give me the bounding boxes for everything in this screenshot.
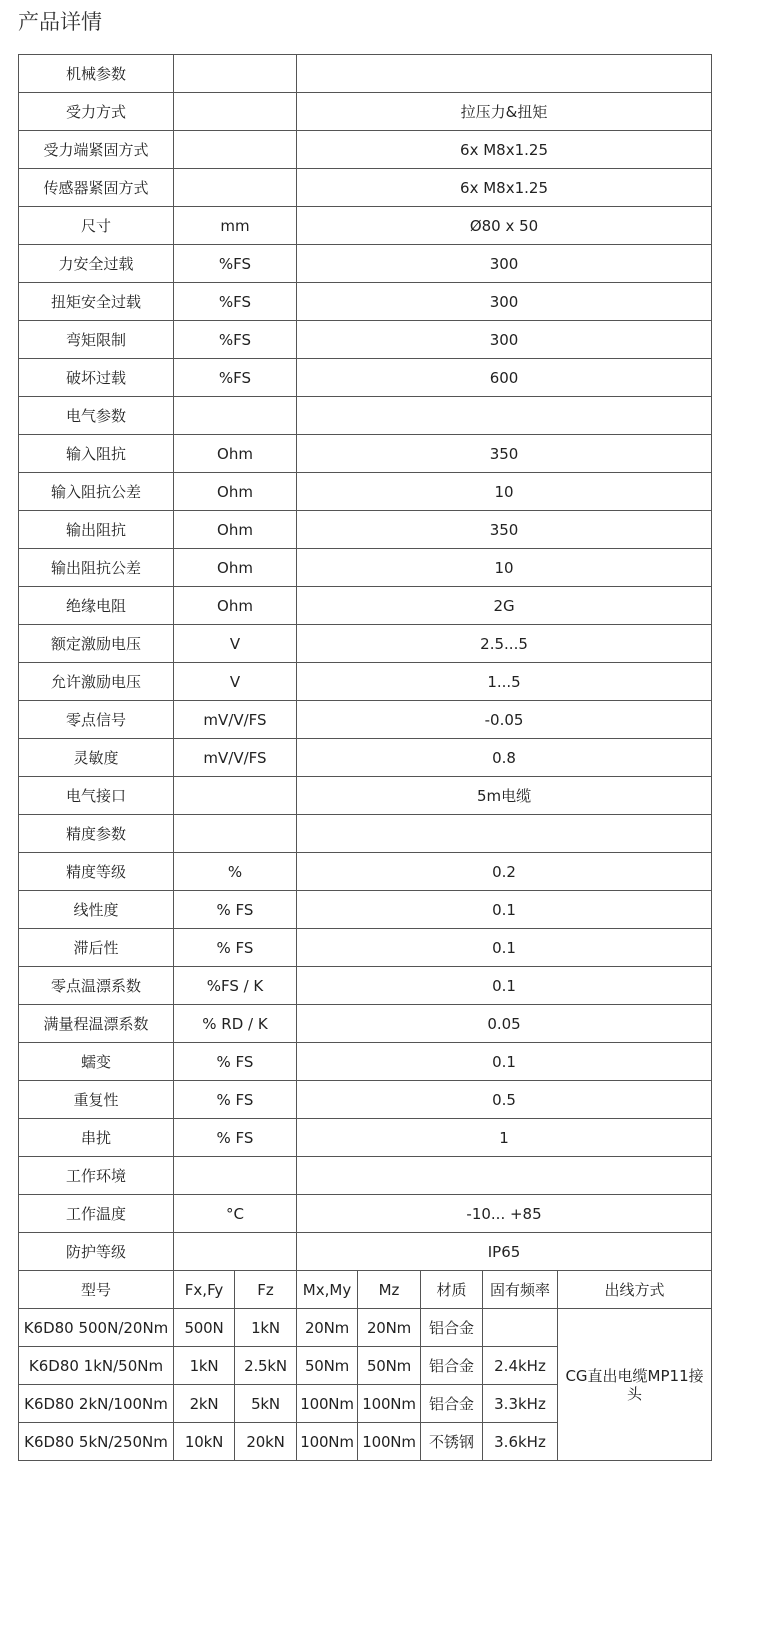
- spec-name: 满量程温漂系数: [19, 1005, 174, 1043]
- spec-value: 1: [297, 1119, 712, 1157]
- spec-name: 工作环境: [19, 1157, 174, 1195]
- spec-unit: %FS: [174, 245, 297, 283]
- spec-row: [19, 1195, 712, 1233]
- spec-unit: %FS: [174, 321, 297, 359]
- product-mz: 100Nm: [358, 1423, 421, 1461]
- spec-name: 灵敏度: [19, 739, 174, 777]
- spec-value: 350: [297, 511, 712, 549]
- spec-row: [19, 473, 712, 511]
- spec-unit: %FS: [174, 359, 297, 397]
- spec-value: 0.2: [297, 853, 712, 891]
- spec-unit: Ohm: [174, 435, 297, 473]
- spec-row: [19, 55, 712, 93]
- spec-unit: % FS: [174, 1043, 297, 1081]
- spec-row: [19, 587, 712, 625]
- spec-unit: °C: [174, 1195, 297, 1233]
- spec-value: 10: [297, 549, 712, 587]
- spec-row: [19, 663, 712, 701]
- product-fz: 2.5kN: [235, 1347, 297, 1385]
- spec-unit: % FS: [174, 929, 297, 967]
- spec-name: 受力方式: [19, 93, 174, 131]
- spec-row: [19, 815, 712, 853]
- spec-value: 0.1: [297, 891, 712, 929]
- spec-value: 0.1: [297, 929, 712, 967]
- product-mxmy: 100Nm: [297, 1423, 358, 1461]
- spec-unit: Ohm: [174, 549, 297, 587]
- spec-row: [19, 397, 712, 435]
- product-mz: 20Nm: [358, 1309, 421, 1347]
- spec-value: 0.8: [297, 739, 712, 777]
- spec-row: [19, 245, 712, 283]
- spec-name: 防护等级: [19, 1233, 174, 1271]
- spec-value: 1...5: [297, 663, 712, 701]
- spec-row: [19, 625, 712, 663]
- spec-name: 额定激励电压: [19, 625, 174, 663]
- spec-row: [19, 891, 712, 929]
- spec-row: [19, 1119, 712, 1157]
- spec-unit: %FS: [174, 283, 297, 321]
- header-frequency: 固有频率: [483, 1271, 558, 1309]
- spec-value: 600: [297, 359, 712, 397]
- spec-name: 力安全过载: [19, 245, 174, 283]
- spec-unit: % FS: [174, 1119, 297, 1157]
- spec-row: [19, 207, 712, 245]
- spec-unit: [174, 777, 297, 815]
- spec-name: 允许激励电压: [19, 663, 174, 701]
- spec-value: 0.5: [297, 1081, 712, 1119]
- product-frequency: 3.6kHz: [483, 1423, 558, 1461]
- header-fz: Fz: [235, 1271, 297, 1309]
- spec-value: 300: [297, 283, 712, 321]
- spec-name: 电气接口: [19, 777, 174, 815]
- product-fz: 20kN: [235, 1423, 297, 1461]
- spec-row: [19, 701, 712, 739]
- spec-row: [19, 511, 712, 549]
- spec-unit: Ohm: [174, 511, 297, 549]
- header-model: 型号: [19, 1271, 174, 1309]
- spec-name: 受力端紧固方式: [19, 131, 174, 169]
- product-model: K6D80 500N/20Nm: [19, 1309, 174, 1347]
- spec-name: 电气参数: [19, 397, 174, 435]
- spec-value: 300: [297, 321, 712, 359]
- spec-name: 输出阻抗: [19, 511, 174, 549]
- spec-unit: [174, 815, 297, 853]
- spec-row: [19, 777, 712, 815]
- spec-name: 绝缘电阻: [19, 587, 174, 625]
- header-material: 材质: [421, 1271, 483, 1309]
- spec-value: 0.1: [297, 1043, 712, 1081]
- spec-value: 6x M8x1.25: [297, 131, 712, 169]
- spec-value: 2G: [297, 587, 712, 625]
- spec-value: 0.1: [297, 967, 712, 1005]
- page-title: 产品详情: [18, 10, 102, 34]
- spec-row: [19, 929, 712, 967]
- spec-unit: V: [174, 663, 297, 701]
- product-frequency: 2.4kHz: [483, 1347, 558, 1385]
- product-model: K6D80 1kN/50Nm: [19, 1347, 174, 1385]
- spec-unit: [174, 169, 297, 207]
- spec-value: Ø80 x 50: [297, 207, 712, 245]
- product-fxfy: 2kN: [174, 1385, 235, 1423]
- spec-row: [19, 739, 712, 777]
- spec-name: 扭矩安全过载: [19, 283, 174, 321]
- product-material: 不锈钢: [421, 1423, 483, 1461]
- spec-name: 弯矩限制: [19, 321, 174, 359]
- spec-value: 5m电缆: [297, 777, 712, 815]
- product-row: [19, 1309, 712, 1347]
- spec-name: 串扰: [19, 1119, 174, 1157]
- product-frequency: [483, 1309, 558, 1347]
- header-fxfy: Fx,Fy: [174, 1271, 235, 1309]
- product-fz: 5kN: [235, 1385, 297, 1423]
- product-fxfy: 500N: [174, 1309, 235, 1347]
- spec-unit: [174, 1157, 297, 1195]
- spec-name: 零点信号: [19, 701, 174, 739]
- spec-unit: %FS / K: [174, 967, 297, 1005]
- product-fz: 1kN: [235, 1309, 297, 1347]
- spec-value: 350: [297, 435, 712, 473]
- spec-row: [19, 549, 712, 587]
- spec-value: [297, 1157, 712, 1195]
- spec-value: 拉压力&扭矩: [297, 93, 712, 131]
- spec-name: 滞后性: [19, 929, 174, 967]
- spec-unit: V: [174, 625, 297, 663]
- spec-row: [19, 853, 712, 891]
- spec-unit: [174, 131, 297, 169]
- spec-value: -0.05: [297, 701, 712, 739]
- product-model: K6D80 5kN/250Nm: [19, 1423, 174, 1461]
- spec-name: 尺寸: [19, 207, 174, 245]
- spec-value: [297, 397, 712, 435]
- product-body: [19, 1271, 712, 1461]
- spec-value: IP65: [297, 1233, 712, 1271]
- spec-name: 精度等级: [19, 853, 174, 891]
- spec-row: [19, 321, 712, 359]
- spec-name: 工作温度: [19, 1195, 174, 1233]
- spec-name: 输出阻抗公差: [19, 549, 174, 587]
- spec-name: 精度参数: [19, 815, 174, 853]
- spec-name: 传感器紧固方式: [19, 169, 174, 207]
- spec-value: 2.5...5: [297, 625, 712, 663]
- spec-name: 输入阻抗: [19, 435, 174, 473]
- spec-unit: [174, 397, 297, 435]
- spec-row: [19, 967, 712, 1005]
- spec-name: 机械参数: [19, 55, 174, 93]
- product-material: 铝合金: [421, 1347, 483, 1385]
- spec-row: [19, 131, 712, 169]
- product-fxfy: 10kN: [174, 1423, 235, 1461]
- spec-unit: % FS: [174, 1081, 297, 1119]
- spec-unit: Ohm: [174, 473, 297, 511]
- spec-value: [297, 815, 712, 853]
- product-mz: 100Nm: [358, 1385, 421, 1423]
- spec-row: [19, 1233, 712, 1271]
- product-fxfy: 1kN: [174, 1347, 235, 1385]
- product-mz: 50Nm: [358, 1347, 421, 1385]
- spec-name: 零点温漂系数: [19, 967, 174, 1005]
- product-frequency: 3.3kHz: [483, 1385, 558, 1423]
- product-material: 铝合金: [421, 1385, 483, 1423]
- spec-unit: [174, 1233, 297, 1271]
- spec-row: [19, 93, 712, 131]
- spec-row: [19, 169, 712, 207]
- spec-value: -10... +85: [297, 1195, 712, 1233]
- spec-name: 蠕变: [19, 1043, 174, 1081]
- product-outlet: CG直出电缆MP11接头: [558, 1309, 712, 1461]
- spec-row: [19, 1081, 712, 1119]
- spec-unit: % FS: [174, 891, 297, 929]
- spec-value: 300: [297, 245, 712, 283]
- spec-unit: [174, 93, 297, 131]
- header-outlet: 出线方式: [558, 1271, 712, 1309]
- spec-value: [297, 55, 712, 93]
- spec-table: [18, 54, 712, 1461]
- spec-name: 重复性: [19, 1081, 174, 1119]
- spec-unit: % RD / K: [174, 1005, 297, 1043]
- product-model: K6D80 2kN/100Nm: [19, 1385, 174, 1423]
- spec-row: [19, 1005, 712, 1043]
- spec-name: 输入阻抗公差: [19, 473, 174, 511]
- spec-value: 10: [297, 473, 712, 511]
- header-mxmy: Mx,My: [297, 1271, 358, 1309]
- spec-value: 6x M8x1.25: [297, 169, 712, 207]
- spec-row: [19, 1043, 712, 1081]
- spec-unit: mm: [174, 207, 297, 245]
- spec-unit: %: [174, 853, 297, 891]
- product-mxmy: 100Nm: [297, 1385, 358, 1423]
- spec-name: 破坏过载: [19, 359, 174, 397]
- product-header-row: [19, 1271, 712, 1309]
- spec-unit: mV/V/FS: [174, 739, 297, 777]
- spec-row: [19, 435, 712, 473]
- product-material: 铝合金: [421, 1309, 483, 1347]
- spec-unit: [174, 55, 297, 93]
- spec-value: 0.05: [297, 1005, 712, 1043]
- product-mxmy: 20Nm: [297, 1309, 358, 1347]
- spec-body: [19, 55, 712, 1271]
- spec-row: [19, 1157, 712, 1195]
- spec-row: [19, 359, 712, 397]
- product-mxmy: 50Nm: [297, 1347, 358, 1385]
- spec-unit: mV/V/FS: [174, 701, 297, 739]
- spec-row: [19, 283, 712, 321]
- spec-name: 线性度: [19, 891, 174, 929]
- header-mz: Mz: [358, 1271, 421, 1309]
- spec-unit: Ohm: [174, 587, 297, 625]
